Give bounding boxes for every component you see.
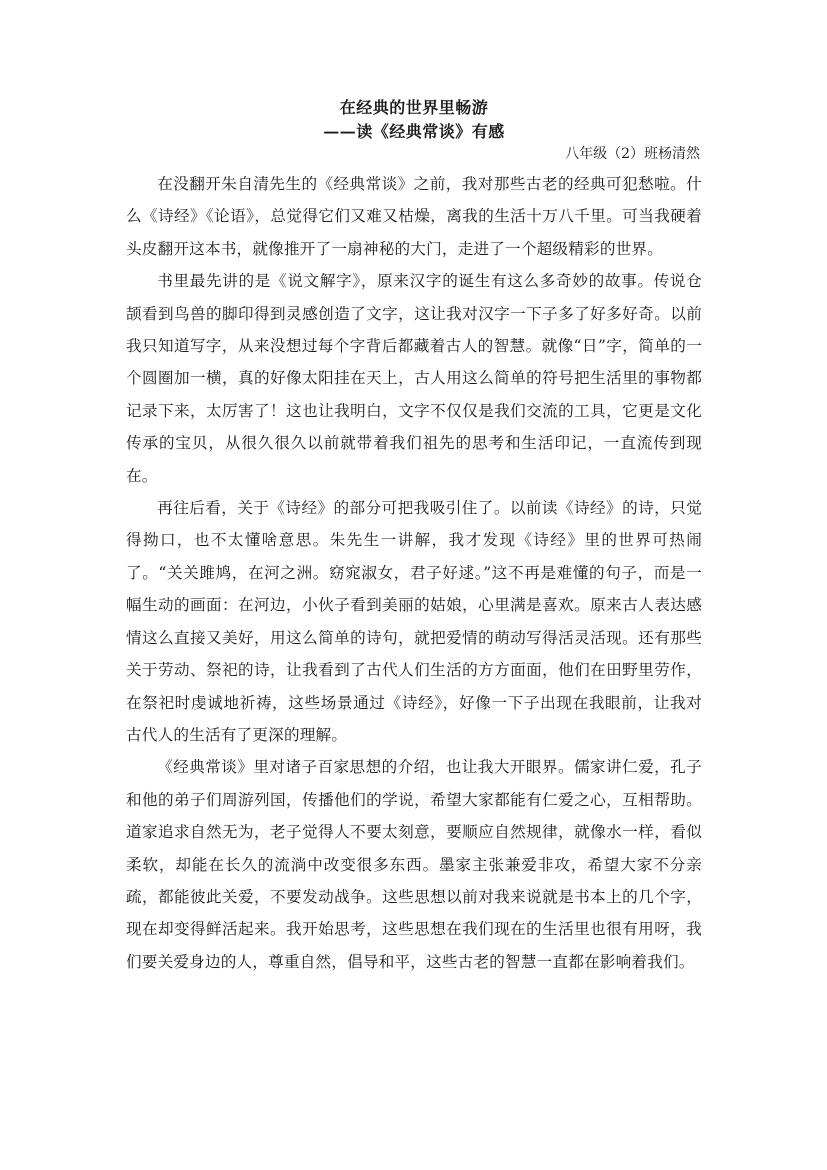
paragraph-4: 《经典常谈》里对诸子百家思想的介绍，也让我大开眼界。儒家讲仁爱，孔子和他的弟子们周游列国，传播他们的学说，希望大家都能有仁爱之心，互相帮助。道家追求自然无为，老子觉得人不要太刻意，要顺应自然规律，就像水一样，看似柔软，却能在长久的流淌中改变很多东西。墨家主张兼爱非攻，希望大家不分亲疏，都能彼此关爱，不要发动战争。这些思想以前对我来说就是书本上的几个字，现在却变得鲜活起来。我开始思考，这些思想在我们现在的生活里也很有用呀，我们要关爱身边的人，尊重自然，倡导和平，这些古老的智慧一直都在影响着我们。 (126, 758, 702, 971)
document-page (126, 96, 702, 978)
author-line: 八年级（2）班杨清然 (565, 146, 700, 162)
document-subtitle: ——读《经典常谈》有感 (323, 122, 505, 141)
paragraph-3: 再往后看，关于《诗经》的部分可把我吸引住了。以前读《诗经》的诗，只觉得拗口，也不太懂啥意思。朱先生一讲解，我才发现《诗经》里的世界可热闹了。“关关雎鸠，在河之洲。窈窕淑女，君子好逑。”这不再是难懂的句子，而是一幅生动的画面：在河边，小伙子看到美丽的姑娘，心里满是喜欢。原来古人表达感情这么直接又美好，用这么简单的诗句，就把爱情的萌动写得活灵活现。还有那些关于劳动、祭祀的诗，让我看到了古代人们生活的方方面面，他们在田野里劳作，在祭祀时虔诚地祈祷，这些场景通过《诗经》，好像一下子出现在我眼前，让我对古代人的生活有了更深的理解。 (126, 499, 702, 744)
paragraph-2: 书里最先讲的是《说文解字》，原来汉字的诞生有这么多奇妙的故事。传说仓颉看到鸟兽的脚印得到灵感创造了文字，这让我对汉字一下子多了好多好奇。以前我只知道写字，从来没想过每个字背后都藏着古人的智慧。就像“日”字，简单的一个圆圈加一横，真的好像太阳挂在天上，古人用这么简单的符号把生活里的事物都记录下来，太厉害了！这也让我明白，文字不仅仅是我们交流的工具，它更是文化传承的宝贝，从很久很久以前就带着我们祖先的思考和生活印记，一直流传到现在。 (126, 272, 702, 485)
document-title: 在经典的世界里畅游 (339, 98, 489, 117)
document-body (126, 168, 702, 978)
paragraph-1: 在没翻开朱自清先生的《经典常谈》之前，我对那些古老的经典可犯愁啦。什么《诗经》《论语》，总觉得它们又难又枯燥，离我的生活十万八千里。可当我硬着头皮翻开这本书，就像推开了一扇神秘的大门，走进了一个超级精彩的世界。 (126, 175, 702, 258)
